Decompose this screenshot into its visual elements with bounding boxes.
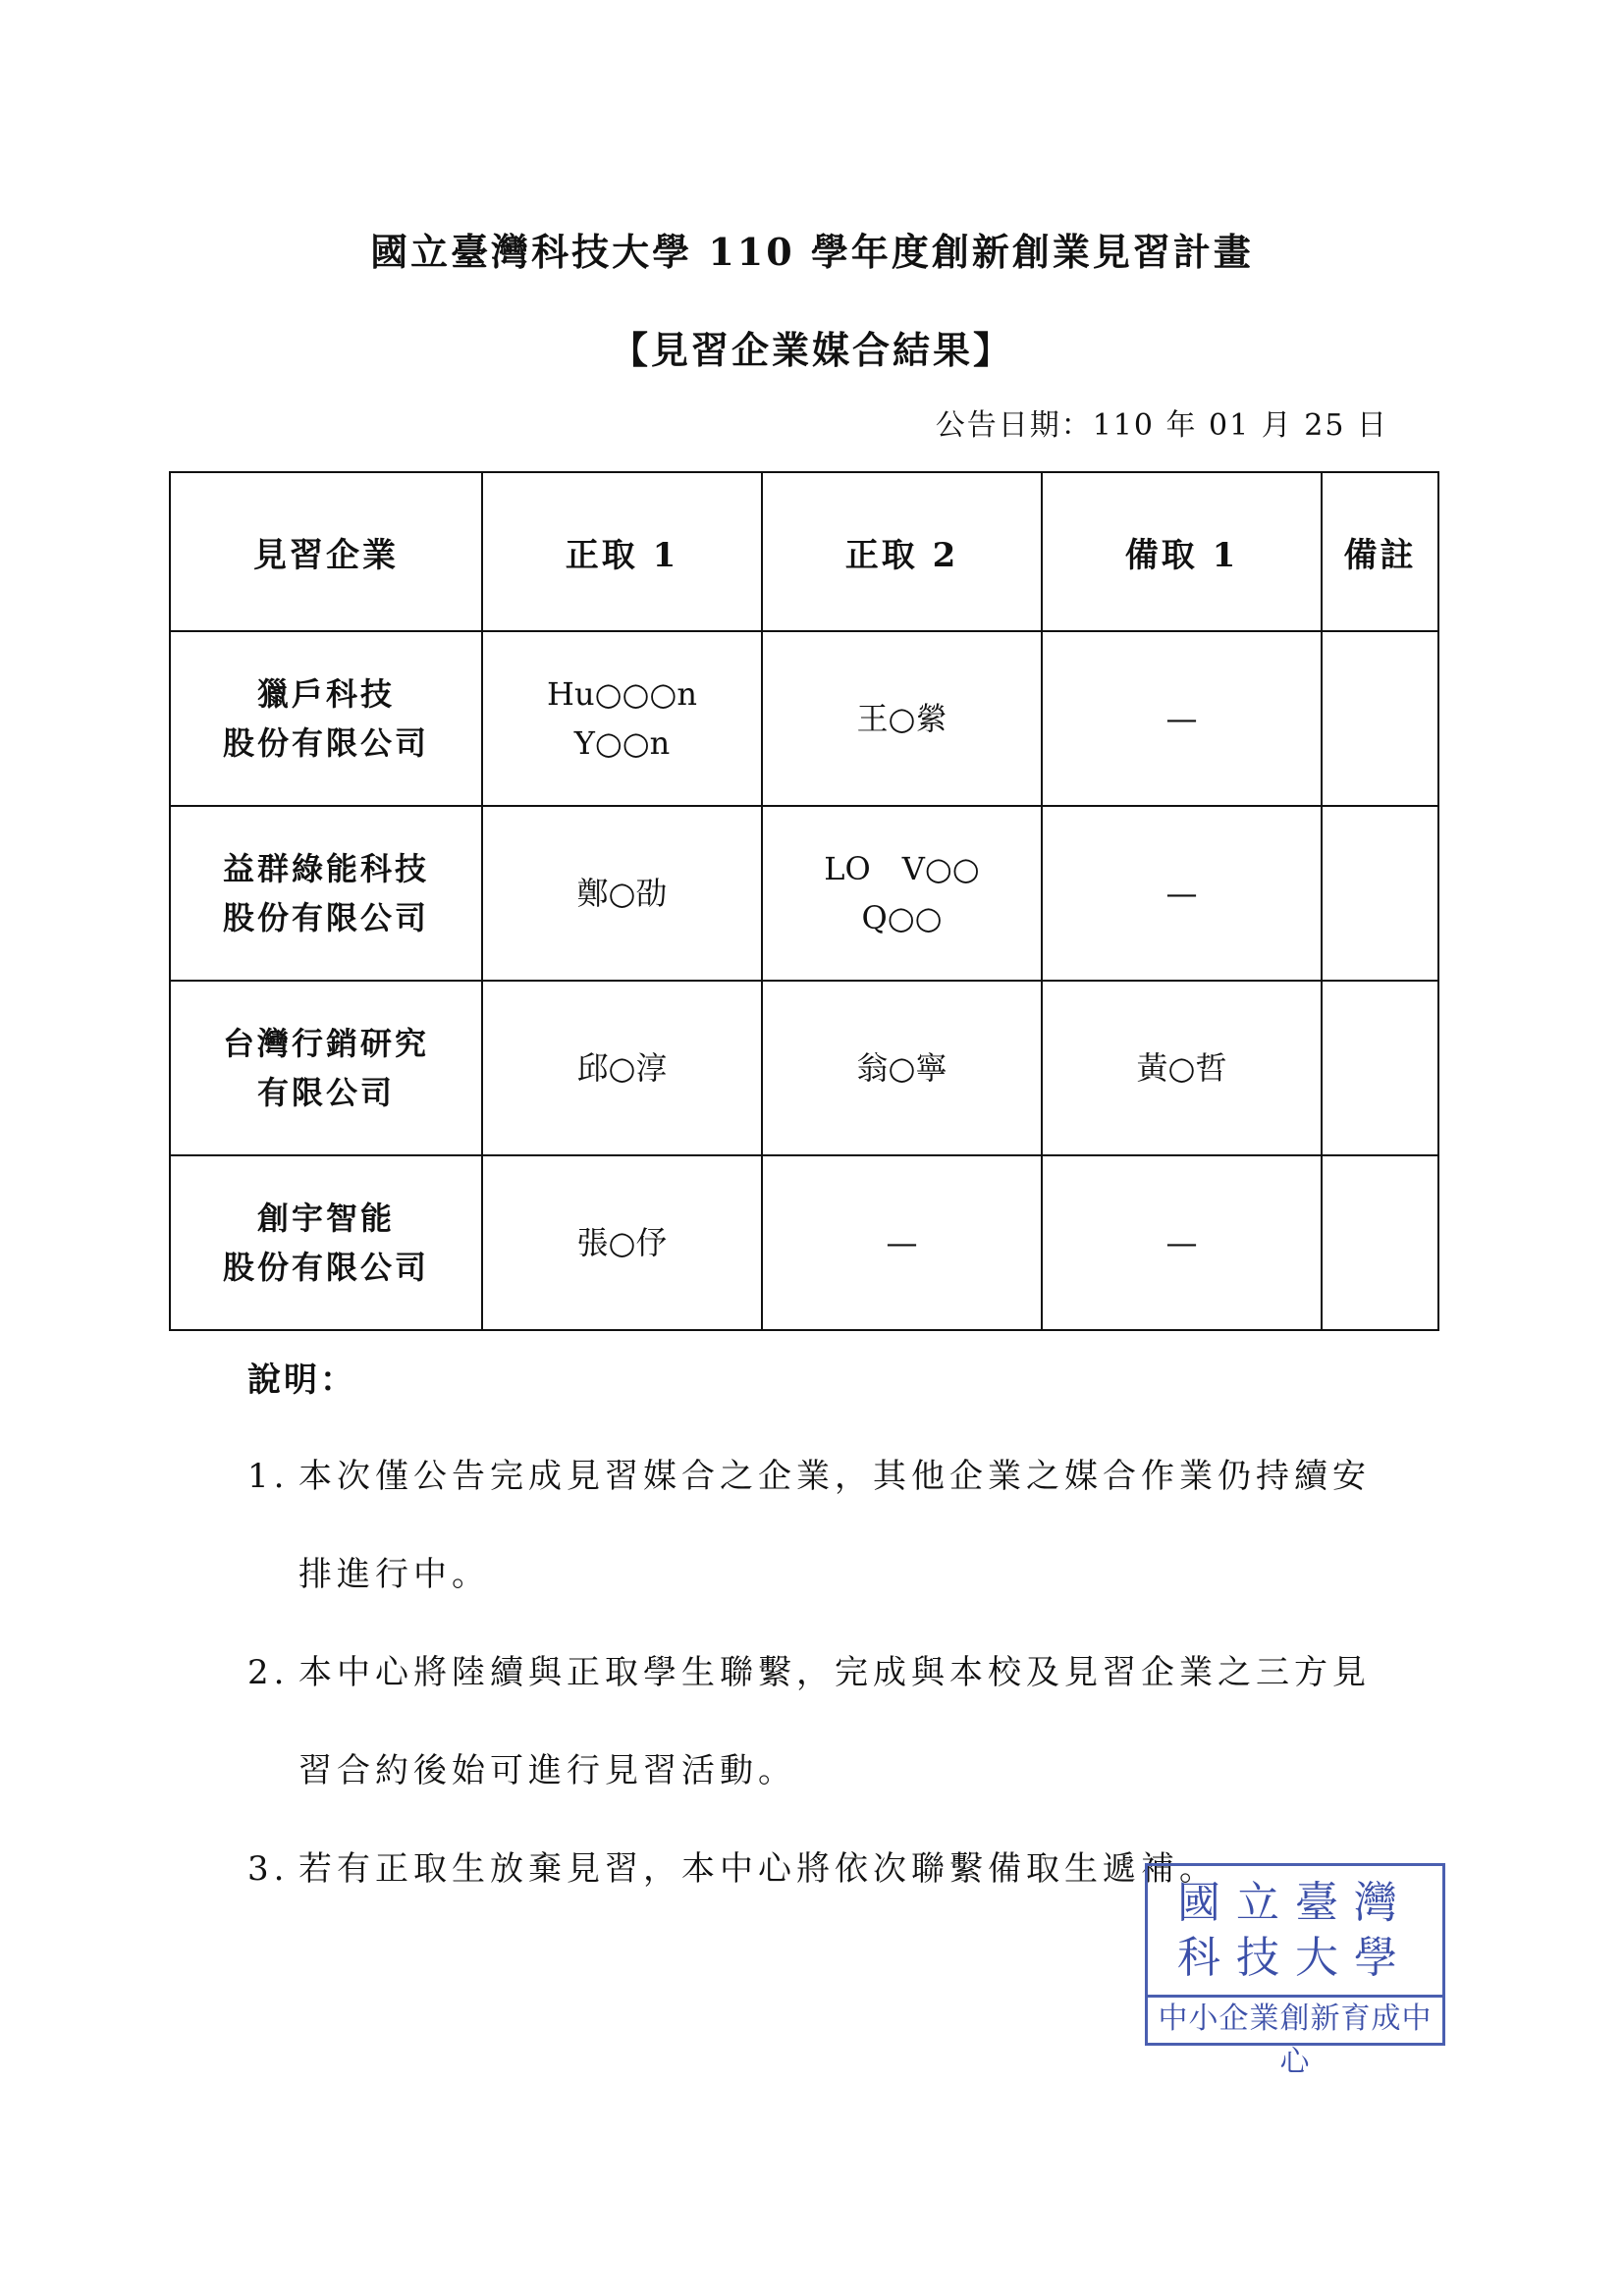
remarks-cell <box>1322 1155 1438 1330</box>
note-number: 2. <box>247 1653 290 1692</box>
note-item-1 <box>247 1427 1386 1624</box>
note-number: 3. <box>247 1849 290 1889</box>
note-text-continued: 習合約後始可進行見習活動。 <box>298 1751 796 1790</box>
remarks-cell <box>1322 631 1438 806</box>
column-header-waitlist-1: 備取 1 <box>1042 472 1322 631</box>
stamp-line-2: 科技大學 <box>1177 1933 1413 1983</box>
note-number: 1. <box>247 1457 290 1496</box>
table-row <box>170 1155 1438 1330</box>
table-row <box>170 631 1438 806</box>
note-text-continued: 排進行中。 <box>298 1555 490 1594</box>
admit-1-cell: 張○伃 <box>482 1155 762 1330</box>
company-cell: 益群綠能科技 股份有限公司 <box>170 806 482 981</box>
admit-2-cell: LO V○○ Q○○ <box>762 806 1042 981</box>
official-seal-stamp <box>1145 1863 1445 2079</box>
column-header-remarks: 備註 <box>1322 472 1438 631</box>
remarks-cell <box>1322 981 1438 1155</box>
note-item-2 <box>247 1624 1386 1820</box>
stamp-line-1: 國立臺灣 <box>1177 1878 1413 1928</box>
announcement-date: 公告日期：110 年 01 月 25 日 <box>935 408 1388 443</box>
admit-2-cell: 翁○寧 <box>762 981 1042 1155</box>
column-header-admit-1: 正取 1 <box>482 472 762 631</box>
notes-heading: 說明： <box>247 1361 356 1400</box>
waitlist-1-cell: — <box>1042 1155 1322 1330</box>
table-row <box>170 981 1438 1155</box>
matching-results-table <box>169 471 1439 1331</box>
stamp-line-3: 中小企業創新育成中心 <box>1148 1995 1442 2043</box>
admit-1-cell: 邱○淳 <box>482 981 762 1155</box>
waitlist-1-cell: — <box>1042 631 1322 806</box>
page-subtitle: 【見習企業媒合結果】 <box>610 328 1013 372</box>
table-header-row <box>170 472 1438 631</box>
admit-1-cell: Hu○○○n Y○○n <box>482 631 762 806</box>
column-header-admit-2: 正取 2 <box>762 472 1042 631</box>
page-title: 國立臺灣科技大學 110 學年度創新創業見習計畫 <box>370 230 1254 274</box>
note-text: 本次僅公告完成見習媒合之企業，其他企業之媒合作業仍持續安 <box>298 1457 1371 1496</box>
admit-1-cell: 鄭○劭 <box>482 806 762 981</box>
admit-2-cell: 王○縈 <box>762 631 1042 806</box>
waitlist-1-cell: 黃○哲 <box>1042 981 1322 1155</box>
company-cell: 獵戶科技 股份有限公司 <box>170 631 482 806</box>
waitlist-1-cell: — <box>1042 806 1322 981</box>
admit-2-cell: — <box>762 1155 1042 1330</box>
company-cell: 創宇智能 股份有限公司 <box>170 1155 482 1330</box>
note-text: 若有正取生放棄見習，本中心將依次聯繫備取生遞補。 <box>298 1849 1218 1889</box>
column-header-company: 見習企業 <box>170 472 482 631</box>
note-text: 本中心將陸續與正取學生聯繫，完成與本校及見習企業之三方見 <box>298 1653 1371 1692</box>
remarks-cell <box>1322 806 1438 981</box>
table-row <box>170 806 1438 981</box>
company-cell: 台灣行銷研究 有限公司 <box>170 981 482 1155</box>
